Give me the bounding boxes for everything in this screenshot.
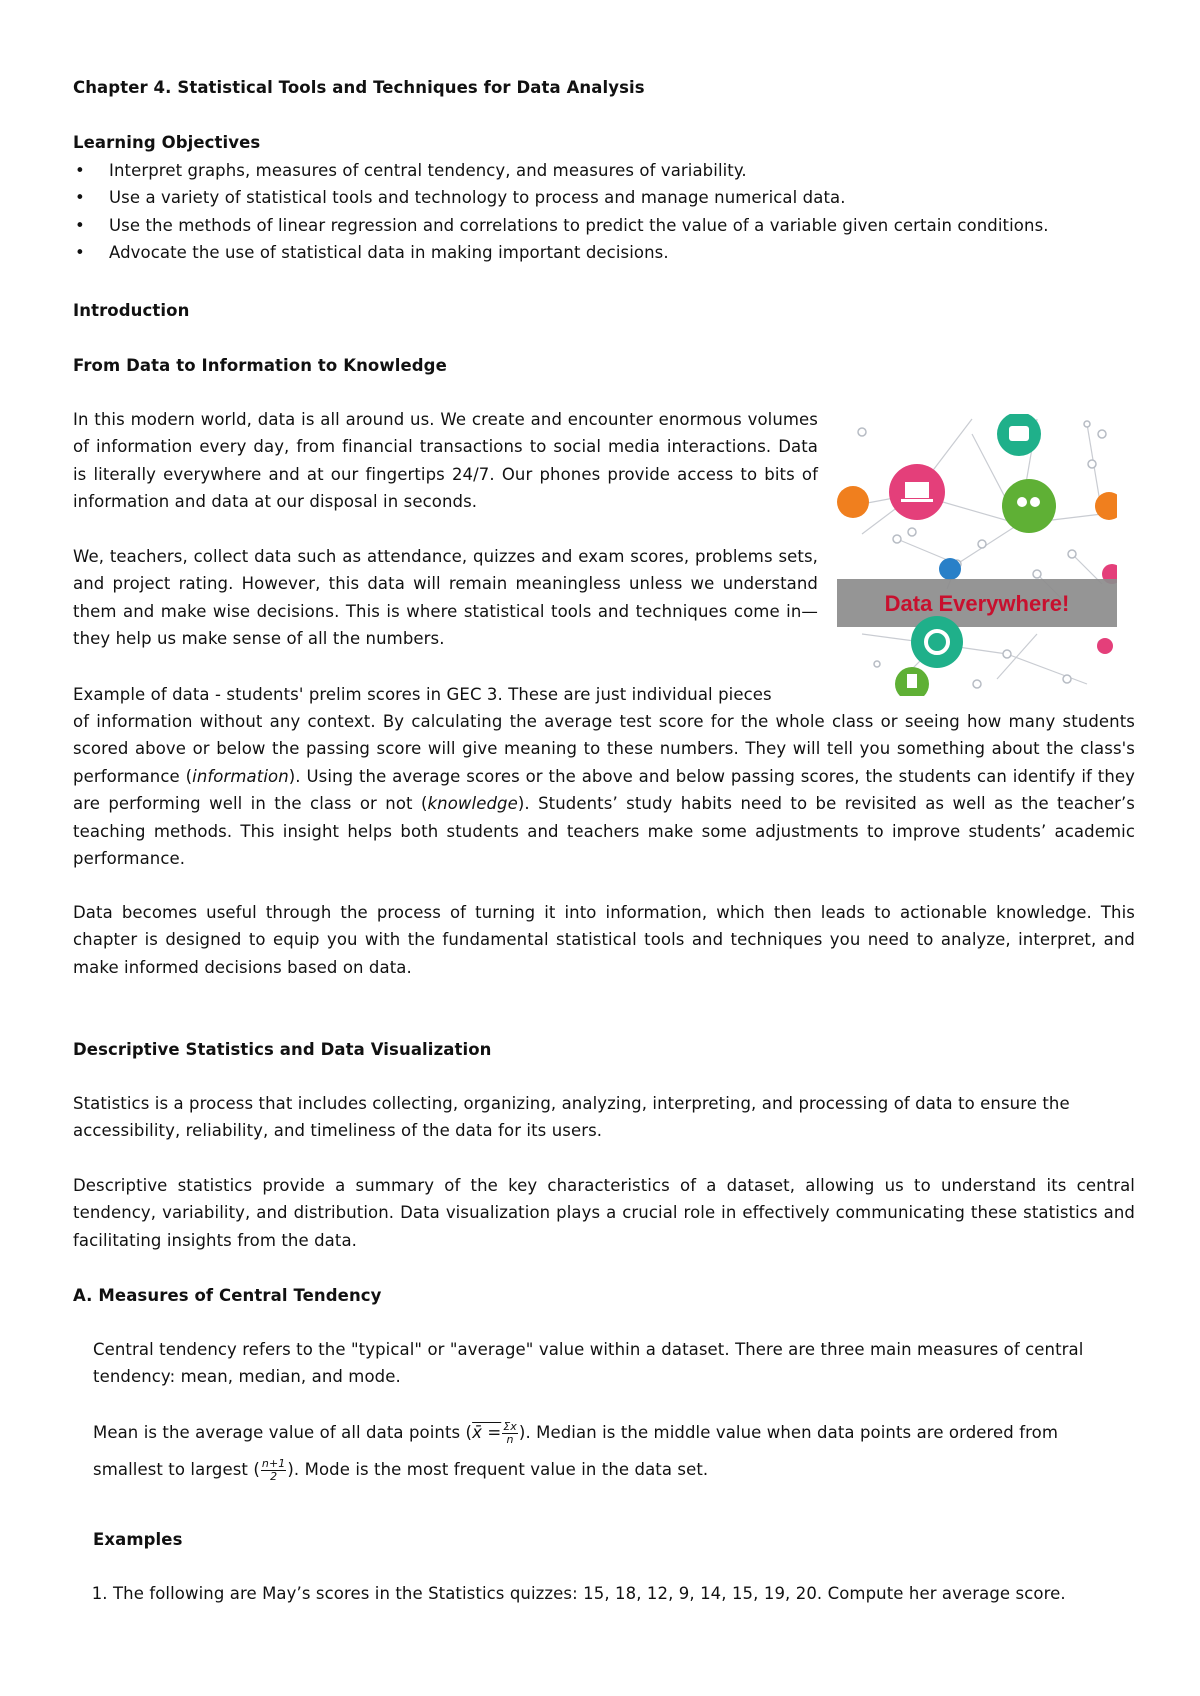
people-node: [1002, 479, 1056, 533]
descriptive-paragraph-1: Statistics is a process that includes collecting, organizing, analyzing, interpreting, and processing of data to ensure the accessibility, reliability, and timeliness of the data for its users.: [73, 1094, 1070, 1141]
orange-node-right: [1095, 492, 1117, 520]
message-icon: [1009, 426, 1029, 441]
median-fraction: [261, 1458, 287, 1483]
intro-subheading: From Data to Information to Knowledge: [73, 356, 447, 375]
objective-item: • Use the methods of linear regression and correlations to predict the value of a variable given certain conditions.: [73, 212, 1135, 239]
network-nodes: [858, 421, 1106, 688]
people-icon: [1017, 497, 1027, 507]
median-fraction-numerator: n+1: [261, 1457, 286, 1470]
central-tendency-heading: A. Measures of Central Tendency: [73, 1286, 382, 1305]
central-tendency-paragraph: Central tendency refers to the "typical" or "average" value within a dataset. There are three main measures of central tendency: mean, median, and mode.: [93, 1340, 1084, 1387]
descriptive-paragraph-2: Descriptive statistics provide a summary of the key characteristics of a dataset, allowing us to understand its central tendency, variability, and distribution. Data visualization plays a crucial role in effectively communicating these statistics and facilitating insights from the data.: [73, 1176, 1135, 1250]
descriptive-heading: Descriptive Statistics and Data Visualization: [73, 1040, 492, 1059]
para3-text-a: of information without any context. By calculating the average test score for the whole class or seeing how many students scored above or below the passing score will give meaning to these numbers. They will tell you something about the class's performance (: [73, 712, 1135, 786]
mean-text-c: ). Mode is the most frequent value in the data set.: [287, 1460, 709, 1479]
intro-paragraph-3: [73, 708, 1135, 872]
intro-paragraph-3-first-line: Example of data - students' prelim scores in GEC 3. These are just individual pieces: [73, 685, 772, 704]
network-lines: [862, 419, 1102, 684]
intro-paragraph-3-line1: [73, 681, 818, 708]
mean-fraction: [502, 1421, 518, 1446]
objectives-heading: Learning Objectives: [73, 133, 261, 152]
mean-fraction-denominator: n: [506, 1433, 514, 1446]
orange-node: [837, 486, 869, 518]
objective-item: • Use a variety of statistical tools and technology to process and manage numerical data.: [73, 184, 1135, 211]
music-icon: [907, 674, 917, 688]
share-node: [939, 558, 961, 580]
median-fraction-denominator: 2: [270, 1470, 278, 1483]
intro-paragraph-4: Data becomes useful through the process of turning it into information, which then leads to actionable knowledge. This chapter is designed to equip you with the fundamental statistical tools and techniques you need to analyze, interpret, and make informed decisions based on data.: [73, 903, 1135, 977]
intro-paragraph-2: We, teachers, collect data such as attendance, quizzes and exam scores, problems sets, and project rating. However, this data will remain meaningless unless we understand them and make wise decisions. This is where statistical tools and techniques come in—they help us make sense of all the numbers.: [73, 547, 818, 649]
network-graphic: [837, 414, 1117, 696]
objective-item: • Advocate the use of statistical data in making important decisions.: [73, 239, 1135, 266]
chart-node: [911, 616, 963, 668]
example-item: 1. The following are May’s scores in the Statistics quizzes: 15, 18, 12, 9, 14, 15, 19, 20. Compute her average score.: [113, 1580, 1093, 1607]
mean-fraction-numerator: Σx: [503, 1420, 517, 1433]
para3-text-c: ). Students’ study habits need to be revisited as well as the teacher’s teaching methods. This insight helps both students and teachers make some adjustments to improve students’ academic performance.: [73, 794, 1135, 869]
introduction-heading: Introduction: [73, 301, 190, 320]
mean-median-mode-paragraph: [93, 1414, 1133, 1488]
examples-heading: Examples: [93, 1530, 183, 1549]
mean-text-b: ). Median is the middle value when data points are ordered from smallest to largest (: [93, 1423, 1059, 1479]
image-caption: Data Everywhere!: [884, 591, 1070, 616]
objectives-list: [73, 157, 1135, 267]
para3-emphasis-knowledge: knowledge: [427, 794, 518, 814]
para3-emphasis-information: information: [192, 766, 289, 786]
data-everywhere-illustration: [837, 414, 1117, 696]
laptop-icon: [905, 482, 929, 498]
intro-paragraph-1: In this modern world, data is all around us. We create and encounter enormous volumes of information every day, from financial transactions to social media interactions. Data is literally everywhere and at our fingertips 24/7. Our phones provide access to bits of information and data at our disposal in seconds.: [73, 410, 818, 512]
mean-text-a: Mean is the average value of all data points (: [93, 1423, 473, 1442]
chapter-title: Chapter 4. Statistical Tools and Techniques for Data Analysis: [73, 78, 645, 97]
small-pink-node: [1097, 638, 1113, 654]
objective-item: • Interpret graphs, measures of central tendency, and measures of variability.: [73, 157, 1135, 184]
para3-text-b: ). Using the average scores or the above and below passing scores, the students can identify if they are performing well in the class or not (: [73, 766, 1135, 814]
examples-list: [93, 1580, 1093, 1607]
mean-formula-lhs: x̄ =: [472, 1423, 502, 1442]
